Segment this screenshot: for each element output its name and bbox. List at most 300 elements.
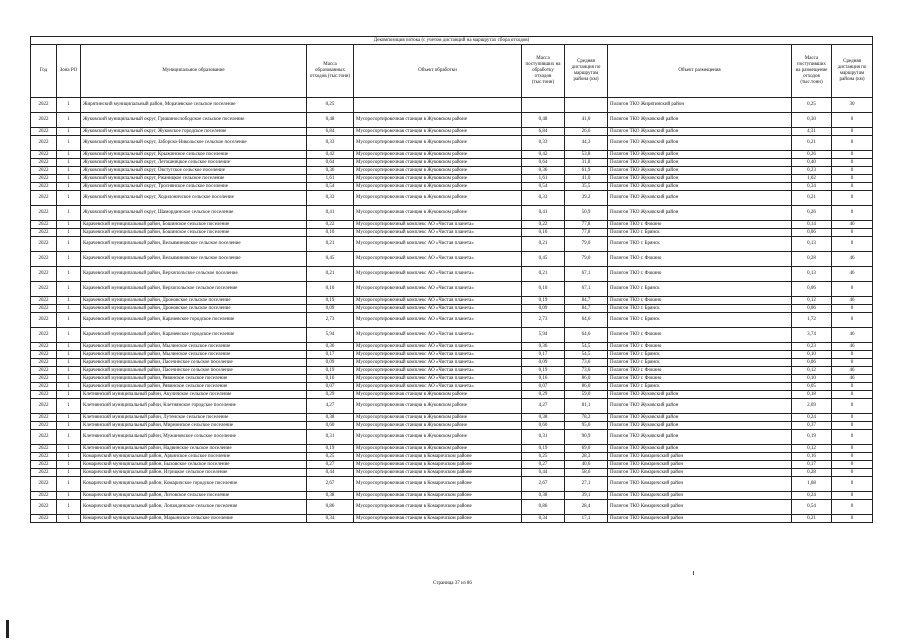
cell-avg-distance-placement: 0: [832, 113, 873, 128]
cell-avg-distance-placement: 0: [832, 167, 873, 175]
cell-municipality: Комаричский муниципальный район, Игрицкое сельское поселение: [81, 469, 307, 477]
cell-mass-generated: 0,33: [307, 136, 354, 151]
cell-mass-to-treatment: 0,07: [522, 383, 565, 391]
cell-avg-distance-treatment: 44,3: [565, 136, 608, 151]
cell-municipality: Карачевский муниципальный район, Карачевское городское поселение: [81, 313, 307, 328]
table-row: [31, 221, 873, 229]
cell-year: 2022: [31, 98, 57, 113]
cell-year: 2022: [31, 159, 57, 167]
cell-avg-distance-treatment: 27,1: [565, 477, 608, 492]
cell-mass-to-treatment: 0,19: [522, 297, 565, 305]
cell-zone: 1: [57, 191, 81, 206]
cell-placement-object: Полигон ТКО Комаричский район: [608, 477, 792, 492]
cell-mass-to-placement: 0,19: [792, 430, 832, 445]
cell-mass-to-placement: 3,74: [792, 328, 832, 343]
cell-mass-generated: 0,64: [307, 159, 354, 167]
cell-avg-distance-placement: 0: [832, 422, 873, 430]
cell-avg-distance-treatment: 69,0: [565, 445, 608, 453]
table-row: [31, 159, 873, 167]
cell-mass-to-treatment: 0,10: [522, 229, 565, 237]
cell-treatment-object: Мусоросортировочный комплекс АО «Чистая планета»: [354, 237, 522, 252]
cell-mass-generated: 0,42: [307, 151, 354, 159]
cell-municipality: Клетнянский муниципальный район, Акуличское сельское поселение: [81, 391, 307, 399]
cell-zone: 1: [57, 282, 81, 297]
cell-avg-distance-treatment: 86,0: [565, 383, 608, 391]
cell-avg-distance-placement: 0: [832, 175, 873, 183]
cell-avg-distance-treatment: 39,2: [565, 191, 608, 206]
header-year: Год: [31, 45, 57, 98]
cell-placement-object: Полигон ТКО Жуковский район: [608, 175, 792, 183]
header-avg-distance-treatment: Средняя дистанция по маршрутам района (км): [565, 45, 608, 98]
table-row: [31, 492, 873, 500]
cell-mass-generated: 0,86: [307, 500, 354, 515]
cell-year: 2022: [31, 313, 57, 328]
cell-mass-to-treatment: 0,44: [522, 469, 565, 477]
cell-mass-generated: 0,31: [307, 430, 354, 445]
cell-avg-distance-treatment: 84,7: [565, 305, 608, 313]
cell-municipality: Комаричский муниципальный район, Литовское сельское поселение: [81, 492, 307, 500]
table-row: [31, 191, 873, 206]
cell-avg-distance-treatment: 79,0: [565, 237, 608, 252]
cell-mass-to-treatment: 0,64: [522, 159, 565, 167]
cell-mass-to-treatment: 0,60: [522, 422, 565, 430]
cell-avg-distance-placement: 46: [832, 221, 873, 229]
cell-year: 2022: [31, 151, 57, 159]
cell-year: 2022: [31, 383, 57, 391]
cell-zone: 1: [57, 252, 81, 267]
cell-year: 2022: [31, 430, 57, 445]
cell-mass-generated: 0,21: [307, 237, 354, 252]
cell-municipality: Жуковский муниципальный округ, Крыжинское сельское поселение: [81, 151, 307, 159]
table-row: [31, 414, 873, 422]
cell-mass-generated: 0,27: [307, 461, 354, 469]
cell-year: 2022: [31, 461, 57, 469]
cell-year: 2022: [31, 492, 57, 500]
table-row: [31, 229, 873, 237]
cell-zone: 1: [57, 297, 81, 305]
cell-treatment-object: Мусоросортировочный комплекс АО «Чистая планета»: [354, 267, 522, 282]
cell-avg-distance-placement: 0: [832, 414, 873, 422]
cell-avg-distance-placement: 0: [832, 151, 873, 159]
cell-zone: 1: [57, 113, 81, 128]
cell-treatment-object: Мусоросортировочная станция в Комаричском районе: [354, 477, 522, 492]
cell-mass-to-placement: 0,24: [792, 492, 832, 500]
cell-municipality: Карачевский муниципальный район, Верхопольское сельское поселение: [81, 282, 307, 297]
header-treatment-object: Объект обработки: [354, 45, 522, 98]
cell-treatment-object: Мусоросортировочный комплекс АО «Чистая планета»: [354, 328, 522, 343]
cell-mass-generated: 0,21: [307, 267, 354, 282]
cell-avg-distance-placement: 0: [832, 359, 873, 367]
cell-treatment-object: Мусоросортировочная станция в Жуковском районе: [354, 159, 522, 167]
cell-mass-to-treatment: 0,48: [522, 113, 565, 128]
header-placement-object: Объект размещения: [608, 45, 792, 98]
cell-mass-to-treatment: 0,36: [522, 343, 565, 351]
cell-mass-to-treatment: 0,29: [522, 391, 565, 399]
cell-placement-object: Полигон ТКО г. Брянск: [608, 305, 792, 313]
cell-mass-to-placement: 0,12: [792, 297, 832, 305]
cell-year: 2022: [31, 445, 57, 453]
cell-zone: 1: [57, 477, 81, 492]
table-row: [31, 430, 873, 445]
cell-mass-generated: 4,27: [307, 399, 354, 414]
cell-treatment-object: Мусоросортировочная станция в Комаричском районе: [354, 469, 522, 477]
cell-year: 2022: [31, 399, 57, 414]
cell-treatment-object: Мусоросортировочная станция в Жуковском районе: [354, 183, 522, 191]
cell-year: 2022: [31, 414, 57, 422]
cell-mass-to-treatment: 0,09: [522, 305, 565, 313]
cell-municipality: Карачевский муниципальный район, Вельяминовское сельское поселение: [81, 237, 307, 252]
table-row: [31, 305, 873, 313]
cell-avg-distance-placement: 46: [832, 375, 873, 383]
cell-treatment-object: Мусоросортировочный комплекс АО «Чистая планета»: [354, 229, 522, 237]
cell-mass-to-treatment: 0,10: [522, 282, 565, 297]
cell-placement-object: Полигон ТКО Жуковский район: [608, 167, 792, 175]
cell-year: 2022: [31, 500, 57, 515]
table-row: [31, 500, 873, 515]
cell-municipality: Жуковский муниципальный округ, Ходилоничское сельское поселение: [81, 191, 307, 206]
table-row: [31, 515, 873, 523]
cell-mass-to-placement: 0,06: [792, 282, 832, 297]
cell-mass-generated: 0,22: [307, 221, 354, 229]
cell-mass-to-treatment: 0,17: [522, 351, 565, 359]
cell-avg-distance-placement: 30: [832, 98, 873, 113]
cell-placement-object: Полигон ТКО г. Брянск: [608, 383, 792, 391]
cell-zone: 1: [57, 500, 81, 515]
cell-mass-generated: 1,61: [307, 175, 354, 183]
cell-zone: 1: [57, 492, 81, 500]
cell-municipality: Карачевский муниципальный район, Дроновское сельское поселение: [81, 305, 307, 313]
cell-avg-distance-placement: 46: [832, 343, 873, 351]
cell-avg-distance-placement: 0: [832, 229, 873, 237]
cell-mass-to-treatment: 6,84: [522, 128, 565, 136]
cell-avg-distance-placement: 0: [832, 305, 873, 313]
table-row: [31, 297, 873, 305]
cell-mass-generated: 0,44: [307, 469, 354, 477]
cell-municipality: Карачевский муниципальный район, Карачевское городское поселение: [81, 328, 307, 343]
cell-mass-to-placement: 1,02: [792, 175, 832, 183]
cell-treatment-object: Мусоросортировочная станция в Комаричском районе: [354, 492, 522, 500]
cell-zone: 1: [57, 445, 81, 453]
table-row: [31, 313, 873, 328]
cell-avg-distance-placement: 0: [832, 445, 873, 453]
cell-placement-object: Полигон ТКО г. Брянск: [608, 351, 792, 359]
cell-treatment-object: Мусоросортировочная станция в Жуковском районе: [354, 113, 522, 128]
cell-zone: 1: [57, 237, 81, 252]
table-row: [31, 375, 873, 383]
cell-zone: 1: [57, 469, 81, 477]
cell-municipality: Комаричский муниципальный район, Быховское сельское поселение: [81, 461, 307, 469]
cell-year: 2022: [31, 237, 57, 252]
cell-zone: 1: [57, 430, 81, 445]
cell-year: 2022: [31, 113, 57, 128]
cell-treatment-object: Мусоросортировочная станция в Комаричском районе: [354, 515, 522, 523]
cell-placement-object: Полигон ТКО г. Брянск: [608, 313, 792, 328]
cell-mass-to-treatment: 0,33: [522, 191, 565, 206]
cell-mass-to-placement: 0,54: [792, 500, 832, 515]
cell-treatment-object: Мусоросортировочный комплекс АО «Чистая планета»: [354, 221, 522, 229]
cell-mass-generated: 2,67: [307, 477, 354, 492]
cell-placement-object: Полигон ТКО Жуковский район: [608, 414, 792, 422]
table-row: [31, 359, 873, 367]
cell-mass-generated: 0,19: [307, 445, 354, 453]
cell-municipality: Комаричский муниципальный район, Марьинское сельское поселение: [81, 515, 307, 523]
cell-treatment-object: Мусоросортировочная станция в Жуковском районе: [354, 167, 522, 175]
cell-mass-to-placement: 0,12: [792, 445, 832, 453]
cell-placement-object: Полигон ТКО Жуковский район: [608, 422, 792, 430]
cell-treatment-object: Мусоросортировочный комплекс АО «Чистая планета»: [354, 252, 522, 267]
cell-mass-to-treatment: 0,34: [522, 515, 565, 523]
cell-zone: 1: [57, 399, 81, 414]
cell-mass-generated: 0,48: [307, 113, 354, 128]
cell-mass-to-placement: 0,23: [792, 167, 832, 175]
table-row: [31, 391, 873, 399]
cell-mass-to-placement: 1,72: [792, 313, 832, 328]
cell-avg-distance-placement: 46: [832, 328, 873, 343]
cell-zone: 1: [57, 151, 81, 159]
cell-zone: 1: [57, 359, 81, 367]
cell-avg-distance-treatment: 35,5: [565, 183, 608, 191]
cell-mass-to-placement: 0,26: [792, 206, 832, 221]
cell-mass-generated: 0,10: [307, 282, 354, 297]
cell-mass-generated: 6,84: [307, 128, 354, 136]
cell-avg-distance-treatment: 67,1: [565, 267, 608, 282]
cell-mass-to-treatment: 0,36: [522, 167, 565, 175]
cell-zone: 1: [57, 305, 81, 313]
cell-avg-distance-placement: 0: [832, 206, 873, 221]
cell-avg-distance-placement: 0: [832, 477, 873, 492]
cell-placement-object: Полигон ТКО г. Брянск: [608, 237, 792, 252]
cell-placement-object: Полигон ТКО г. Фокино: [608, 375, 792, 383]
cell-treatment-object: Мусоросортировочная станция в Комаричском районе: [354, 453, 522, 461]
cell-mass-generated: 0,60: [307, 422, 354, 430]
cell-placement-object: Полигон ТКО Комаричский район: [608, 453, 792, 461]
cell-mass-to-placement: 0,14: [792, 221, 832, 229]
cell-avg-distance-placement: 46: [832, 267, 873, 282]
cell-placement-object: Полигон ТКО Жуковский район: [608, 151, 792, 159]
cell-mass-generated: 2,73: [307, 313, 354, 328]
cell-mass-to-treatment: 0,19: [522, 367, 565, 375]
cell-mass-to-placement: 0,26: [792, 151, 832, 159]
cell-treatment-object: Мусоросортировочный комплекс АО «Чистая планета»: [354, 351, 522, 359]
cell-year: 2022: [31, 343, 57, 351]
cell-treatment-object: Мусоросортировочный комплекс АО «Чистая планета»: [354, 313, 522, 328]
cell-treatment-object: Мусоросортировочная станция в Жуковском районе: [354, 151, 522, 159]
cell-avg-distance-placement: 46: [832, 297, 873, 305]
cell-year: 2022: [31, 167, 57, 175]
cell-zone: 1: [57, 351, 81, 359]
cell-mass-to-treatment: 0,33: [522, 136, 565, 151]
cell-zone: 1: [57, 515, 81, 523]
cell-mass-to-placement: 0,21: [792, 136, 832, 151]
cell-avg-distance-treatment: 61,9: [565, 167, 608, 175]
cell-municipality: Карачевский муниципальный район, Дроновское сельское поселение: [81, 297, 307, 305]
cell-mass-to-placement: 0,25: [792, 98, 832, 113]
cell-year: 2022: [31, 469, 57, 477]
cell-mass-generated: 0,34: [307, 515, 354, 523]
cell-zone: 1: [57, 183, 81, 191]
cell-treatment-object: Мусоросортировочная станция в Жуковском районе: [354, 175, 522, 183]
cell-avg-distance-treatment: 17,1: [565, 515, 608, 523]
table-row: [31, 252, 873, 267]
cell-mass-generated: 0,41: [307, 206, 354, 221]
scan-edge-mark: [6, 620, 9, 638]
cell-municipality: Комаричский муниципальный район, Аркинское сельское поселение: [81, 453, 307, 461]
cell-mass-to-treatment: 4,27: [522, 399, 565, 414]
cell-avg-distance-placement: 0: [832, 461, 873, 469]
cell-mass-generated: 0,16: [307, 375, 354, 383]
header-mass-to-treatment: Масса поступивших на обработку отходов (тыс.тонн): [522, 45, 565, 98]
cell-mass-to-treatment: 0,27: [522, 461, 565, 469]
cell-mass-to-placement: 0,34: [792, 183, 832, 191]
table-row: [31, 453, 873, 461]
cell-year: 2022: [31, 267, 57, 282]
cell-avg-distance-placement: 0: [832, 136, 873, 151]
cell-mass-to-treatment: 0,22: [522, 221, 565, 229]
cell-avg-distance-placement: 0: [832, 500, 873, 515]
cell-placement-object: Полигон ТКО Жуковский район: [608, 113, 792, 128]
cell-avg-distance-placement: 0: [832, 313, 873, 328]
cell-placement-object: Полигон ТКО Жуковский район: [608, 136, 792, 151]
cell-avg-distance-placement: 0: [832, 351, 873, 359]
page-footer: Страница 37 из 86: [433, 581, 472, 586]
table-row: [31, 128, 873, 136]
cell-municipality: Жуковский муниципальный округ, Троснянское сельское поселение: [81, 183, 307, 191]
cell-year: 2022: [31, 221, 57, 229]
cell-mass-to-placement: 0,12: [792, 367, 832, 375]
cell-mass-to-treatment: 0,45: [522, 252, 565, 267]
cell-municipality: Карачевский муниципальный район, Бошинское сельское поселение: [81, 221, 307, 229]
cell-municipality: Жуковский муниципальный округ, Жуковское городское поселение: [81, 128, 307, 136]
cell-zone: 1: [57, 136, 81, 151]
table-row: [31, 469, 873, 477]
cell-avg-distance-placement: 0: [832, 515, 873, 523]
cell-municipality: Карачевский муниципальный район, Пасечинское сельское поселение: [81, 367, 307, 375]
cell-municipality: Клетнянский муниципальный район, Надвинское сельское поселение: [81, 445, 307, 453]
cell-mass-generated: 0,33: [307, 191, 354, 206]
cell-zone: 1: [57, 461, 81, 469]
cell-avg-distance-placement: 0: [832, 191, 873, 206]
cell-avg-distance-treatment: 59,0: [565, 391, 608, 399]
cell-mass-generated: 0,36: [307, 167, 354, 175]
cell-mass-to-placement: 0,06: [792, 305, 832, 313]
cell-mass-to-treatment: 0,21: [522, 237, 565, 252]
cell-treatment-object: Мусоросортировочная станция в Жуковском районе: [354, 399, 522, 414]
cell-municipality: Карачевский муниципальный район, Мылинское сельское поселение: [81, 343, 307, 351]
cell-year: 2022: [31, 422, 57, 430]
cell-treatment-object: Мусоросортировочная станция в Жуковском районе: [354, 206, 522, 221]
cell-municipality: Клетнянский муниципальный район, Мужиновское сельское поселение: [81, 430, 307, 445]
cell-year: 2022: [31, 175, 57, 183]
cell-mass-to-treatment: 0,25: [522, 453, 565, 461]
table-row: [31, 183, 873, 191]
cell-placement-object: Полигон ТКО г. Фокино: [608, 267, 792, 282]
cell-treatment-object: Мусоросортировочная станция в Жуковском районе: [354, 422, 522, 430]
cell-year: 2022: [31, 128, 57, 136]
cell-mass-generated: 0,17: [307, 351, 354, 359]
cell-municipality: Карачевский муниципальный район, Рявинское сельское поселение: [81, 383, 307, 391]
cell-treatment-object: Мусоросортировочная станция в Жуковском районе: [354, 136, 522, 151]
cell-avg-distance-treatment: 50,9: [565, 206, 608, 221]
cell-mass-to-treatment: 0,09: [522, 359, 565, 367]
cell-avg-distance-placement: 0: [832, 430, 873, 445]
cell-avg-distance-placement: 0: [832, 492, 873, 500]
cell-municipality: Комаричский муниципальный район, Комаричское городское поселение: [81, 477, 307, 492]
cell-avg-distance-placement: 0: [832, 237, 873, 252]
cell-municipality: Комаричский муниципальный район, Лопандинское сельское поселение: [81, 500, 307, 515]
cell-zone: 1: [57, 391, 81, 399]
cell-year: 2022: [31, 375, 57, 383]
cell-zone: 1: [57, 175, 81, 183]
cell-year: 2022: [31, 367, 57, 375]
cell-mass-to-treatment: [522, 98, 565, 113]
table-row: [31, 206, 873, 221]
cell-mass-generated: 0,45: [307, 252, 354, 267]
table-row: [31, 151, 873, 159]
cell-avg-distance-treatment: 53,8: [565, 151, 608, 159]
cell-placement-object: Полигон ТКО Комаричский район: [608, 469, 792, 477]
cell-year: 2022: [31, 351, 57, 359]
table-row: [31, 461, 873, 469]
cell-year: 2022: [31, 136, 57, 151]
cell-treatment-object: Мусоросортировочный комплекс АО «Чистая планета»: [354, 359, 522, 367]
cell-mass-generated: 0,19: [307, 367, 354, 375]
cell-zone: 1: [57, 422, 81, 430]
cell-avg-distance-placement: 0: [832, 383, 873, 391]
cell-mass-to-placement: 2,69: [792, 399, 832, 414]
cell-year: 2022: [31, 282, 57, 297]
cell-municipality: Клетнянский муниципальный район, Клетнянское городское поселение: [81, 399, 307, 414]
cell-zone: 1: [57, 206, 81, 221]
cell-placement-object: Полигон ТКО Комаричский район: [608, 492, 792, 500]
cell-mass-to-placement: 0,06: [792, 359, 832, 367]
cell-mass-to-treatment: 1,61: [522, 175, 565, 183]
cell-year: 2022: [31, 359, 57, 367]
cell-treatment-object: Мусоросортировочная станция в Жуковском районе: [354, 414, 522, 422]
cell-year: 2022: [31, 206, 57, 221]
cell-avg-distance-treatment: 67,1: [565, 282, 608, 297]
table-row: [31, 136, 873, 151]
waste-flow-table: [30, 36, 873, 523]
cell-mass-to-placement: 0,21: [792, 515, 832, 523]
cell-avg-distance-treatment: 73,6: [565, 367, 608, 375]
cell-avg-distance-treatment: 95,6: [565, 422, 608, 430]
cell-placement-object: Полигон ТКО Жуковский район: [608, 191, 792, 206]
cell-mass-to-placement: 0,17: [792, 461, 832, 469]
cell-placement-object: Полигон ТКО Жуковский район: [608, 183, 792, 191]
cell-mass-to-placement: 0,40: [792, 159, 832, 167]
cell-mass-generated: 0,09: [307, 359, 354, 367]
cell-zone: 1: [57, 328, 81, 343]
cell-placement-object: Полигон ТКО Жирятинский район: [608, 98, 792, 113]
cell-zone: 1: [57, 414, 81, 422]
cell-municipality: Жуковский муниципальный округ, Гришинослободское сельское поселение: [81, 113, 307, 128]
cell-municipality: Жирятинский муниципальный район, Морачевское сельское поселение: [81, 98, 307, 113]
cell-placement-object: Полигон ТКО г. Фокино: [608, 343, 792, 351]
cell-avg-distance-treatment: 84,7: [565, 297, 608, 305]
cell-avg-distance-treatment: 54,5: [565, 343, 608, 351]
cell-avg-distance-placement: 0: [832, 282, 873, 297]
cell-mass-to-placement: 1,68: [792, 477, 832, 492]
cell-placement-object: Полигон ТКО г. Фокино: [608, 297, 792, 305]
cell-mass-to-placement: 0,21: [792, 191, 832, 206]
cell-avg-distance-treatment: [565, 98, 608, 113]
cell-avg-distance-placement: 46: [832, 367, 873, 375]
cell-treatment-object: Мусоросортировочная станция в Жуковском районе: [354, 445, 522, 453]
cell-municipality: Карачевский муниципальный район, Вельяминовское сельское поселение: [81, 252, 307, 267]
cell-mass-to-treatment: 5,94: [522, 328, 565, 343]
cell-placement-object: Полигон ТКО Жуковский район: [608, 391, 792, 399]
cell-mass-to-placement: 0,06: [792, 229, 832, 237]
